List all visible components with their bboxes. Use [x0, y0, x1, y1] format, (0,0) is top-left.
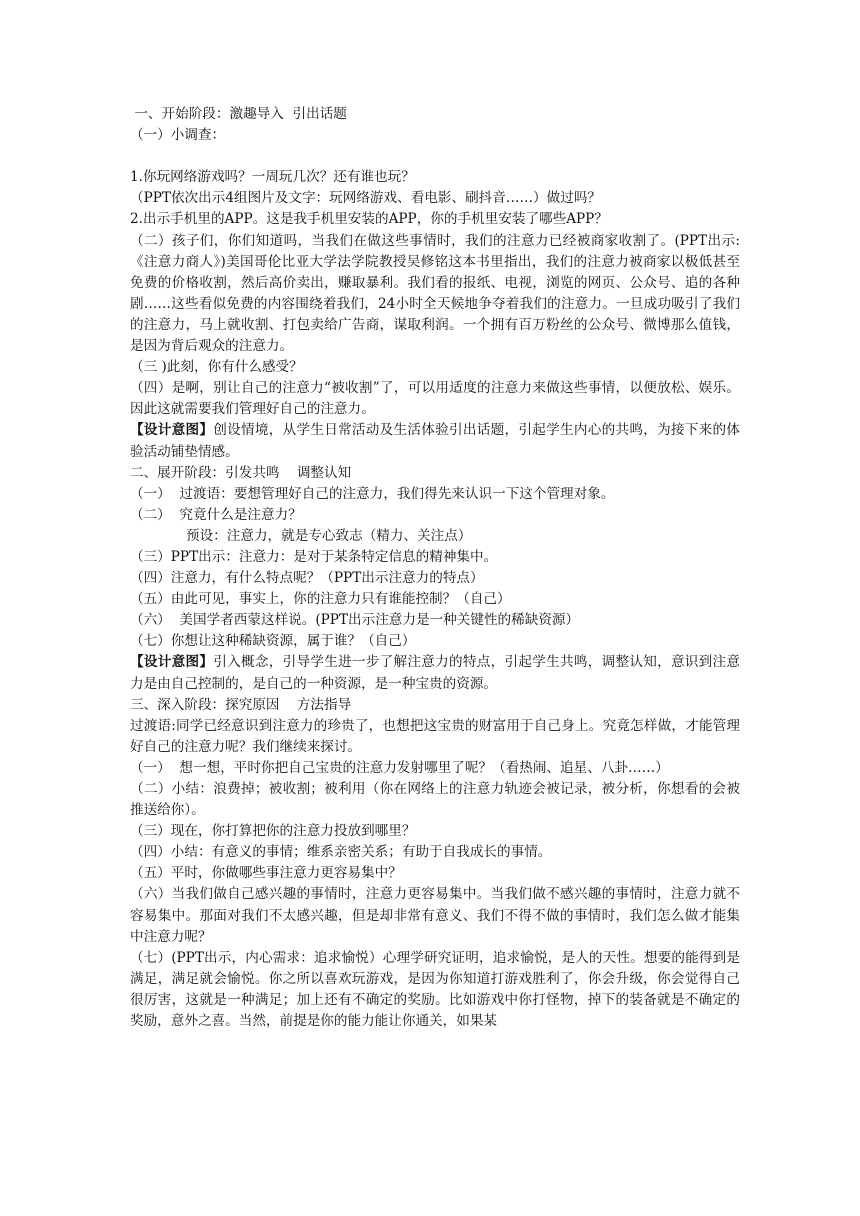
design-intent-paragraph: [130, 420, 740, 462]
paragraph: [130, 104, 740, 125]
paragraph-text: （五）由此可见，事实上，你的注意力只有谁能控制？（自己）: [130, 591, 511, 608]
paragraph: [130, 526, 740, 547]
paragraph: [130, 547, 740, 568]
paragraph: [130, 589, 740, 610]
paragraph-text: （三）PPT出示：注意力：是对于某条特定信息的精神集中。: [130, 548, 498, 565]
paragraph: [130, 568, 740, 589]
paragraph: [130, 948, 740, 1032]
paragraph-text: （七）你想让这种稀缺资源，属于谁？（自己）: [130, 633, 416, 650]
paragraph-text: （二） 究竟什么是注意力？: [130, 506, 302, 523]
paragraph-text: 创设情境，从学生日常活动及生活体验引出话题，引起学生内心的共鸣，为接下来的体验活动铺垫情感。: [130, 422, 741, 460]
document-page: [130, 104, 740, 1032]
paragraph: [130, 378, 740, 420]
paragraph: [130, 231, 740, 358]
paragraph: [130, 610, 740, 631]
paragraph-text: （三）现在，你打算把你的注意力投放到哪里？: [130, 823, 416, 840]
paragraph-text: 引入概念，引导学生进一步了解注意力的特点，引起学生共鸣，调整认知，意识到注意力是由自己控制的，是自己的一种资源，是一种宝贵的资源。: [130, 654, 741, 692]
paragraph-text: （二）孩子们，你们知道吗，当我们在做这些事情时，我们的注意力已经被商家收割了。(PPT出示:《注意力商人》)美国哥伦比亚大学法学院教授吴修铭这本书里指出，我们的注意力被商家以极低甚至免费的价格收割，然后高价卖出，赚取暴利。我们看的报纸、电视，浏览的网页、公众号、追的各种剧……这些看似免费的内容围绕着我们，24小时全天候地争夺着我们的注意力。一旦成功吸引了我们的注意力，马上就收割、打包卖给广告商，谋取利润。一个拥有百万粉丝的公众号、微博那么值钱，是因为背后观众的注意力。: [130, 232, 740, 355]
paragraph-text: （七）(PPT出示，内心需求：追求愉悦）心理学研究证明，追求愉悦，是人的天性。想要的能得到是满足，满足就会愉悦。你之所以喜欢玩游戏，是因为你知道打游戏胜利了，你会升级，你会觉得自己很厉害，这就是一种满足；加上还有不确定的奖励。比如游戏中你打怪物，掉下的装备就是不确定的奖励，意外之喜。当然，前提是你的能力能让你通关，如果某: [130, 949, 740, 1030]
paragraph-text: （二）小结：浪费掉；被收割；被利用（你在网络上的注意力轨迹会被记录，被分析，你想看的会被推送给你）。: [130, 781, 740, 819]
paragraph-text: 一、开始阶段：激趣导入 引出话题: [130, 106, 347, 122]
paragraph-text: （六）当我们做自己感兴趣的事情时，注意力更容易集中。当我们做不感兴趣的事情时，注意力就不容易集中。那面对我们不太感兴趣，但是却非常有意义、我们不得不做的事情时，我们怎么做才能集中注意力呢？: [130, 886, 740, 945]
paragraph: [130, 695, 740, 716]
paragraph-text: （一） 过渡语：要想管理好自己的注意力，我们得先来认识一下这个管理对象。: [130, 485, 615, 502]
paragraph: [130, 167, 740, 188]
paragraph: [130, 209, 740, 230]
paragraph: [130, 631, 740, 652]
paragraph: [130, 505, 740, 526]
blank-line: [130, 146, 740, 167]
paragraph: [130, 842, 740, 863]
paragraph: [130, 758, 740, 779]
paragraph-text: 2.出示手机里的APP。这是我手机里安装的APP，你的手机里安装了哪些APP？: [130, 211, 608, 228]
paragraph: [130, 716, 740, 758]
paragraph-text: 预设：注意力，就是专心致志（精力、关注点）: [186, 527, 472, 544]
paragraph: [130, 188, 740, 209]
paragraph: [130, 821, 740, 842]
paragraph: [130, 357, 740, 378]
paragraph-text: （四）注意力，有什么特点呢？（PPT出示注意力的特点）: [130, 570, 484, 587]
design-intent-label: 【设计意图】: [130, 422, 214, 439]
paragraph: [130, 125, 740, 146]
paragraph: [130, 463, 740, 484]
paragraph-text: （五）平时，你做哪些事注意力更容易集中？: [130, 865, 402, 882]
paragraph-text: （四）是啊，别让自己的注意力“被收割”了，可以用适度的注意力来做这些事情，以便放松、娱乐。因此这就需要我们管理好自己的注意力。: [130, 380, 740, 418]
paragraph-text: 三、深入阶段：探究原因 方法指导: [130, 696, 352, 713]
paragraph: [130, 884, 740, 947]
paragraph-text: （三 )此刻，你有什么感受？: [130, 359, 303, 376]
paragraph-text: 过渡语:同学已经意识到注意力的珍贵了，也想把这宝贵的财富用于自己身上。究竟怎样做，才能管理好自己的注意力呢？我们继续来探讨。: [130, 717, 740, 755]
paragraph-text: （一）小调查：: [130, 127, 226, 144]
paragraph: [130, 779, 740, 821]
paragraph-text: 二、展开阶段：引发共鸣 调整认知: [130, 464, 352, 481]
paragraph-text: （一） 想一想，平时你把自己宝贵的注意力发射哪里了呢？（看热闹、追星、八卦……）: [130, 759, 669, 776]
paragraph-text: （六） 美国学者西蒙这样说。(PPT出示注意力是一种关键性的稀缺资源）: [130, 612, 580, 629]
paragraph-text: （四）小结：有意义的事情；维系亲密关系；有助于自我成长的事情。: [130, 844, 552, 861]
design-intent-paragraph: [130, 652, 740, 694]
design-intent-label: 【设计意图】: [130, 654, 214, 671]
paragraph-text: 1.你玩网络游戏吗？一周玩几次？还有谁也玩？: [130, 169, 415, 186]
paragraph: [130, 863, 740, 884]
paragraph: [130, 484, 740, 505]
paragraph-text: （PPT依次出示4组图片及文字：玩网络游戏、看电影、刷抖音……）做过吗？: [130, 190, 602, 207]
